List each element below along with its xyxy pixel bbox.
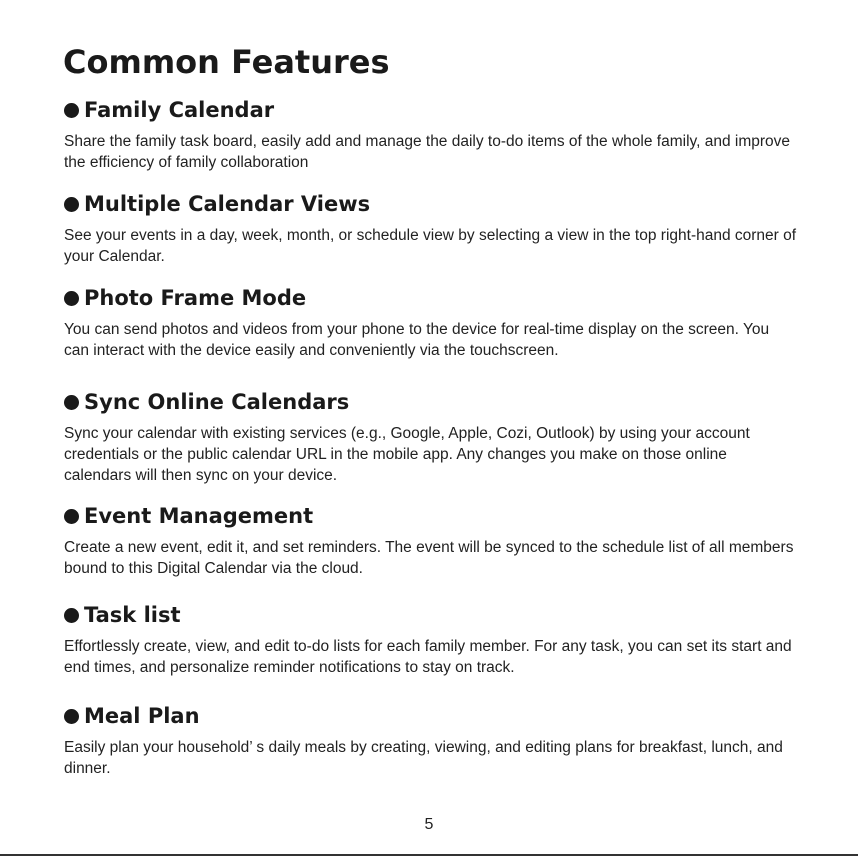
bullet-dot-icon: [64, 509, 79, 524]
bottom-divider: [0, 854, 858, 856]
bullet-dot-icon: [64, 197, 79, 212]
feature-heading: [63, 701, 798, 731]
feature-description: Create a new event, edit it, and set reminders. The event will be synced to the schedule list of all members bound to this Digital Calendar via the cloud.: [64, 539, 794, 577]
feature-heading-text: Family Calendar: [84, 98, 275, 122]
feature-description: Effortlessly create, view, and edit to-do lists for each family member. For any task, you can set its start and end times, and personalize reminder notifications to stay on track.: [64, 638, 792, 676]
bullet-dot-icon: [64, 709, 79, 724]
feature-description: See your events in a day, week, month, or schedule view by selecting a view in the top right-hand corner of your Calendar.: [64, 227, 797, 265]
feature-description: Share the family task board, easily add and manage the daily to-do items of the whole family, and improve the efficiency of family collaboration: [64, 133, 791, 171]
feature-event-management: [63, 501, 798, 579]
page-number: 5: [424, 816, 434, 833]
feature-description: Sync your calendar with existing services (e.g., Google, Apple, Cozi, Outlook) by using your account credentials or the public calendar URL in the mobile app. Any changes you make on those online calendars will then sync on your device.: [64, 425, 750, 484]
bullet-dot-icon: [64, 608, 79, 623]
feature-task-list: [63, 600, 798, 678]
bullet-dot-icon: [64, 395, 79, 410]
feature-family-calendar: [63, 95, 798, 173]
feature-description: You can send photos and videos from your phone to the device for real-time display on the screen. You can interact with the device easily and conveniently via the touchscreen.: [64, 321, 770, 359]
feature-meal-plan: [63, 701, 798, 779]
page-title: Common Features: [63, 43, 390, 81]
feature-heading: [63, 600, 798, 630]
feature-heading-text: Task list: [84, 603, 181, 627]
feature-heading-text: Sync Online Calendars: [84, 390, 350, 414]
feature-heading: [63, 189, 798, 219]
feature-heading-text: Photo Frame Mode: [84, 286, 307, 310]
feature-heading: [63, 95, 798, 125]
bullet-dot-icon: [64, 103, 79, 118]
feature-heading: [63, 283, 798, 313]
bullet-dot-icon: [64, 291, 79, 306]
feature-heading: [63, 501, 798, 531]
feature-heading: [63, 387, 798, 417]
feature-multiple-calendar-views: [63, 189, 798, 267]
feature-heading-text: Event Management: [84, 504, 314, 528]
feature-heading-text: Multiple Calendar Views: [84, 192, 371, 216]
feature-description: Easily plan your household’ s daily meals by creating, viewing, and editing plans for breakfast, lunch, and dinner.: [64, 739, 783, 777]
feature-sync-online-calendars: [63, 387, 798, 486]
feature-heading-text: Meal Plan: [84, 704, 200, 728]
feature-photo-frame-mode: [63, 283, 798, 361]
